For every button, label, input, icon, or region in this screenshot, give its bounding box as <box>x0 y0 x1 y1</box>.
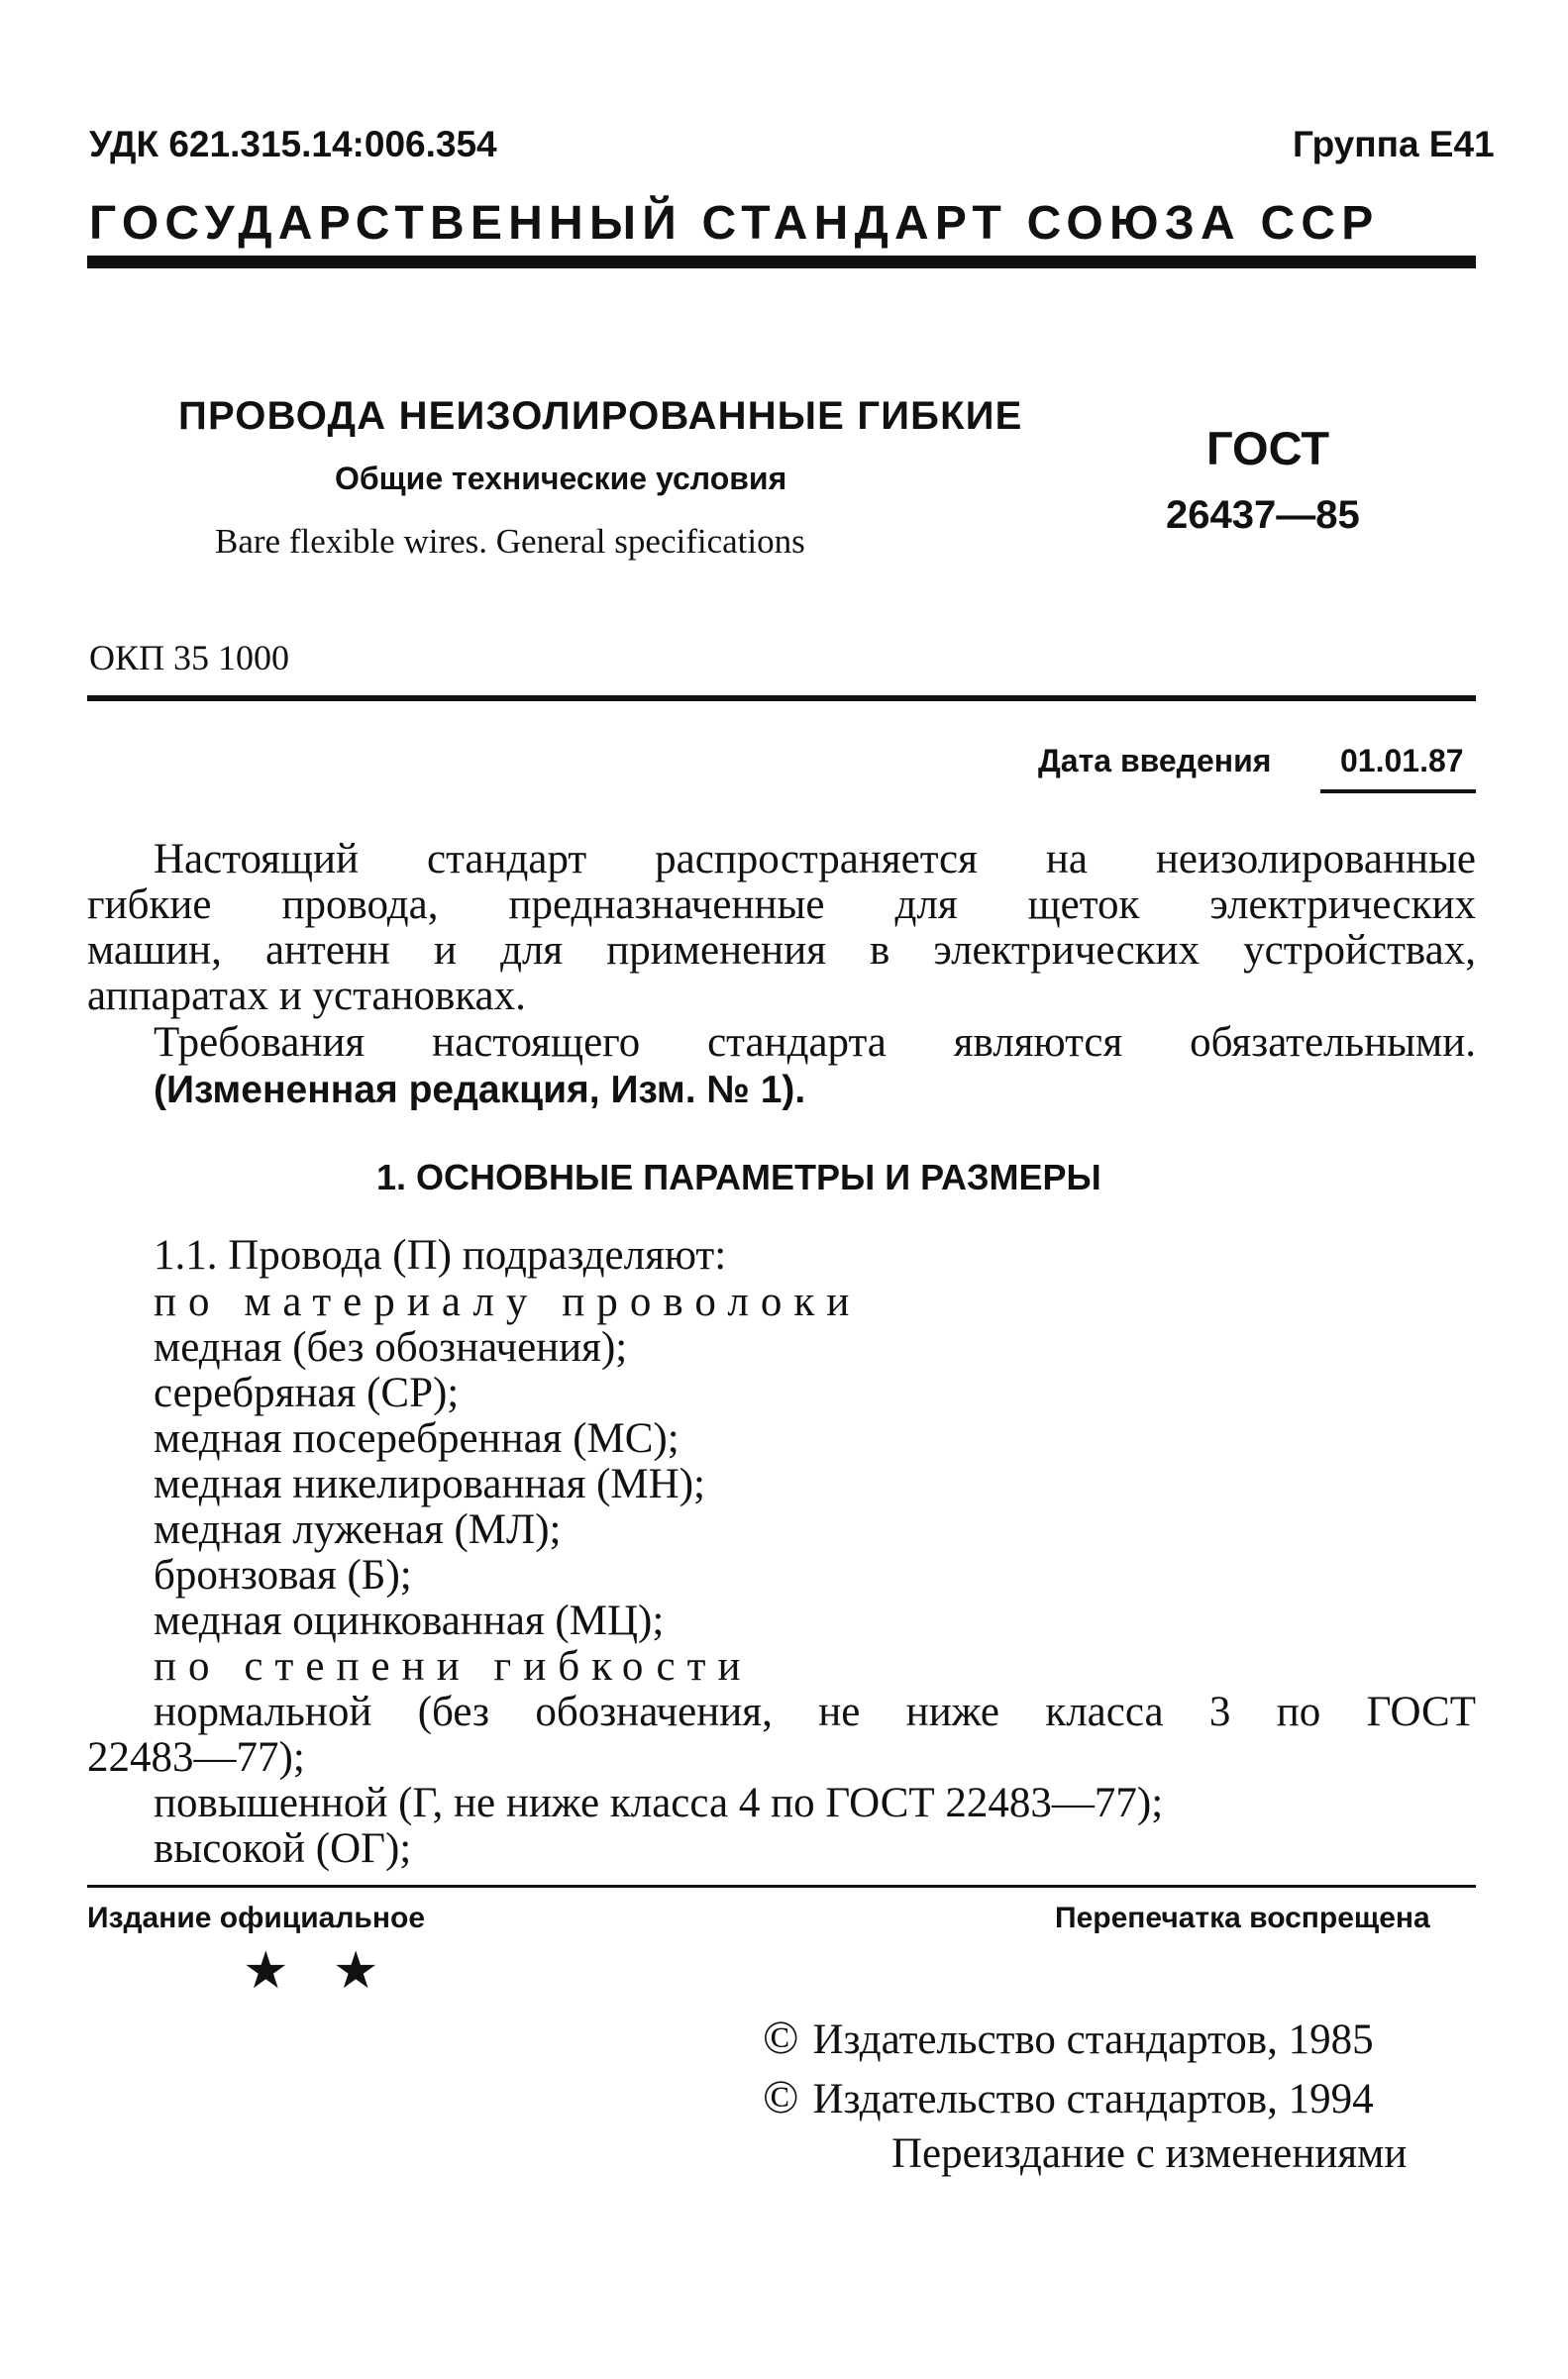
intro-line: машин, антенн и для применения в электрических устройствах, <box>87 927 1476 974</box>
flexibility-item-cont: 22483—77); <box>87 1734 305 1781</box>
material-item: медная посеребренная (МС); <box>154 1415 679 1462</box>
section-lead: 1.1. Провода (П) подразделяют: <box>154 1232 727 1279</box>
section-heading: 1. ОСНОВНЫЕ ПАРАМЕТРЫ И РАЗМЕРЫ <box>376 1157 1101 1197</box>
copyright-line <box>763 2070 1374 2124</box>
gost-label: ГОСТ <box>1206 422 1330 474</box>
date-underline <box>1320 789 1476 793</box>
date-value: 01.01.87 <box>1340 743 1464 778</box>
material-item: серебряная (СР); <box>154 1370 460 1416</box>
intro-line: аппаратах и установках. <box>87 973 526 1019</box>
date-label: Дата введения <box>1038 743 1272 778</box>
copyright-icon: © <box>763 2012 799 2064</box>
mandatory-note: Требования настоящего стандарта являются обязательными. <box>154 1019 1476 1066</box>
material-item: медная (без обозначения); <box>154 1324 628 1371</box>
intro-line: гибкие провода, предназначенные для щеток электрических <box>87 881 1476 928</box>
intro-line: Настоящий стандарт распространяется на неизолированные <box>154 836 1476 882</box>
flexibility-item: повышенной (Г, не ниже класса 4 по ГОСТ 22483—77); <box>154 1780 1164 1826</box>
material-item: медная никелированная (МН); <box>154 1461 705 1507</box>
stars-mark: ★ ★ <box>243 1943 395 2000</box>
reprint-prohibited-label: Перепечатка воспрещена <box>1055 1902 1430 1934</box>
standard-banner: ГОСУДАРСТВЕННЫЙ СТАНДАРТ СОЮЗА ССР <box>89 197 1380 250</box>
material-heading: по материалу проволоки <box>154 1279 862 1325</box>
copyright-line <box>763 2011 1374 2065</box>
material-item: бронзовая (Б); <box>154 1552 412 1599</box>
flexibility-item: нормальной (без обозначения, не ниже класса 3 по ГОСТ <box>154 1689 1476 1735</box>
group-code: Группа Е41 <box>1293 124 1495 164</box>
header-divider <box>87 256 1476 268</box>
okp-code: ОКП 35 1000 <box>89 638 290 677</box>
copyright-icon: © <box>763 2071 799 2123</box>
flexibility-heading: по степени гибкости <box>154 1643 753 1690</box>
document-title: ПРОВОДА НЕИЗОЛИРОВАННЫЕ ГИБКИЕ <box>178 394 1023 438</box>
official-edition-label: Издание официальное <box>87 1902 426 1934</box>
copyright-text: Издательство стандартов, 1985 <box>812 2017 1374 2063</box>
gost-number: 26437—85 <box>1166 493 1360 537</box>
udk-code: УДК 621.315.14:006.354 <box>89 124 497 164</box>
reissue-note: Переиздание с изменениями <box>891 2130 1408 2177</box>
amendment-note: (Измененная редакция, Изм. № 1). <box>154 1069 806 1111</box>
flexibility-item: высокой (ОГ); <box>154 1825 412 1872</box>
title-divider <box>87 695 1476 701</box>
document-subtitle: Общие технические условия <box>335 461 787 496</box>
copyright-text: Издательство стандартов, 1994 <box>812 2076 1374 2122</box>
footer-divider <box>87 1885 1476 1888</box>
english-title: Bare flexible wires. General specifications <box>215 522 805 561</box>
material-item: медная оцинкованная (МЦ); <box>154 1598 665 1644</box>
material-item: медная луженая (МЛ); <box>154 1506 562 1553</box>
